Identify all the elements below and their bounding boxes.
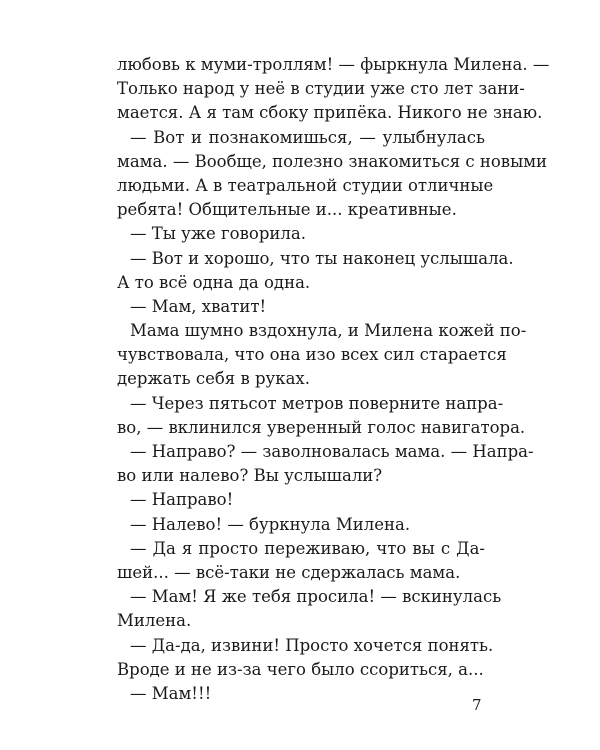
text-line: во, — вклинился уверенный голос навигатора. bbox=[117, 417, 526, 437]
text-line: — Мам, хватит! bbox=[130, 296, 267, 316]
text-line: — Ты уже говорила. bbox=[130, 224, 306, 244]
text-line: А то всё одна да одна. bbox=[117, 272, 311, 292]
text-line: — Направо? — заволновалась мама. — Напра- bbox=[130, 442, 534, 461]
page-text bbox=[117, 53, 550, 706]
text-line: Мама шумно вздохнула, и Милена кожей по- bbox=[130, 321, 527, 341]
text-line: Только народ у неё в студии уже сто лет зани- bbox=[117, 79, 525, 99]
text-line: — Вот и познакомишься, — улыбнулась bbox=[130, 127, 485, 147]
text-line: держать себя в руках. bbox=[117, 369, 310, 389]
text-line: мается. А я там сбоку припёка. Никого не знаю. bbox=[117, 103, 543, 123]
text-line: — Мам!!! bbox=[130, 683, 212, 703]
text-line: любовь к муми-троллям! — фыркнула Милена. — bbox=[117, 55, 550, 74]
page-number: 7 bbox=[472, 696, 482, 714]
text-line: — Да-да, извини! Просто хочется понять. bbox=[130, 635, 494, 655]
text-line: Вроде и не из-за чего было ссориться, а... bbox=[117, 659, 484, 679]
text-line: — Да я просто переживаю, что вы с Да- bbox=[130, 538, 485, 558]
text-line: — Вот и хорошо, что ты наконец услышала. bbox=[130, 248, 514, 268]
text-line: Милена. bbox=[117, 611, 192, 631]
text-line: шей... — всё-таки не сдержалась мама. bbox=[117, 562, 461, 582]
text-line: людьми. А в театральной студии отличные bbox=[117, 175, 494, 195]
text-line: — Налево! — буркнула Милена. bbox=[130, 514, 411, 534]
text-line: ребята! Общительные и... креативные. bbox=[117, 200, 457, 220]
text-line: — Через пятьсот метров поверните напра- bbox=[130, 393, 504, 413]
text-line: во или налево? Вы услышали? bbox=[117, 466, 383, 486]
text-line: мама. — Вообще, полезно знакомиться с новыми bbox=[117, 151, 548, 171]
text-line: — Направо! bbox=[130, 490, 234, 510]
text-line: — Мам! Я же тебя просила! — вскинулась bbox=[130, 587, 502, 607]
text-line: чувствовала, что она изо всех сил старается bbox=[117, 345, 507, 365]
